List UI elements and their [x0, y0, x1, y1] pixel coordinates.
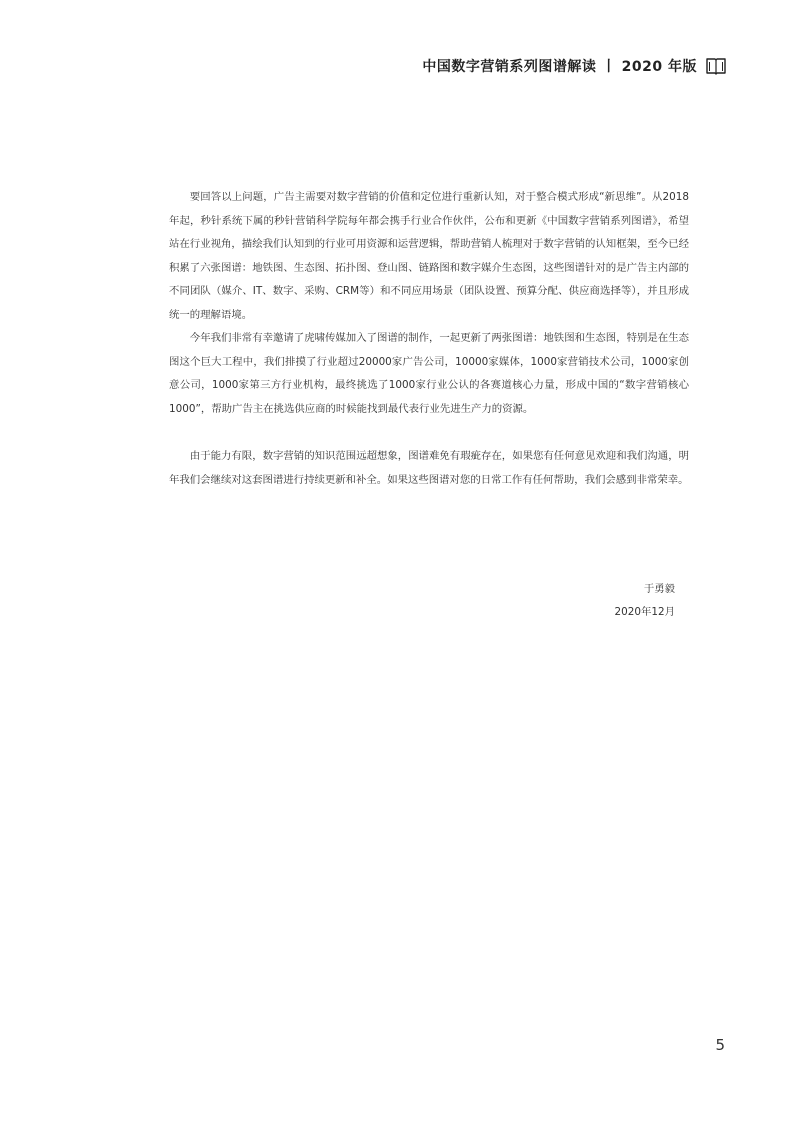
- signature-author: 于勇毅: [643, 583, 675, 595]
- page-number: 5: [715, 1036, 725, 1054]
- paragraph-2: 今年我们非常有幸邀请了虎啸传媒加入了图谱的制作，一起更新了两张图谱：地铁图和生态图，特别是在生态图这个巨大工程中，我们排摸了行业超过20000家广告公司，10000家媒体，1000家营销技术公司，1000家创意公司，1000家第三方行业机构，最终挑选了1000家行业公认的各赛道核心力量，形成中国的“数字营销核心1000”，帮助广告主在挑选供应商的时候能找到最代表行业先进生产力的资源。: [169, 332, 689, 415]
- header-title: 中国数字营销系列图谱解读 丨 2020 年版: [422, 59, 697, 75]
- signature-block: [615, 578, 675, 624]
- book-icon: [705, 56, 727, 76]
- running-header: [422, 56, 727, 76]
- paragraph-3: 由于能力有限，数字营销的知识范围远超想象，图谱难免有瑕疵存在，如果您有任何意见欢迎和我们沟通，明年我们会继续对这套图谱进行持续更新和补全。如果这些图谱对您的日常工作有任何帮助，我们会感到非常荣幸。: [169, 450, 689, 486]
- signature-date: 2020年12月: [614, 606, 675, 618]
- body-text: [169, 186, 689, 492]
- paragraph-1: 要回答以上问题，广告主需要对数字营销的价值和定位进行重新认知，对于整合模式形成“新思维”。从2018年起，秒针系统下属的秒针营销科学院每年都会携手行业合作伙伴，公布和更新《中国数字营销系列图谱》，希望站在行业视角，描绘我们认知到的行业可用资源和运营逻辑，帮助营销人梳理对于数字营销的认知框架，至今已经积累了六张图谱：地铁图、生态图、拓扑图、登山图、链路图和数字媒介生态图，这些图谱针对的是广告主内部的不同团队（媒介、IT、数字、采购、CRM等）和不同应用场景（团队设置、预算分配、供应商选择等），并且形成统一的理解语境。: [169, 191, 689, 321]
